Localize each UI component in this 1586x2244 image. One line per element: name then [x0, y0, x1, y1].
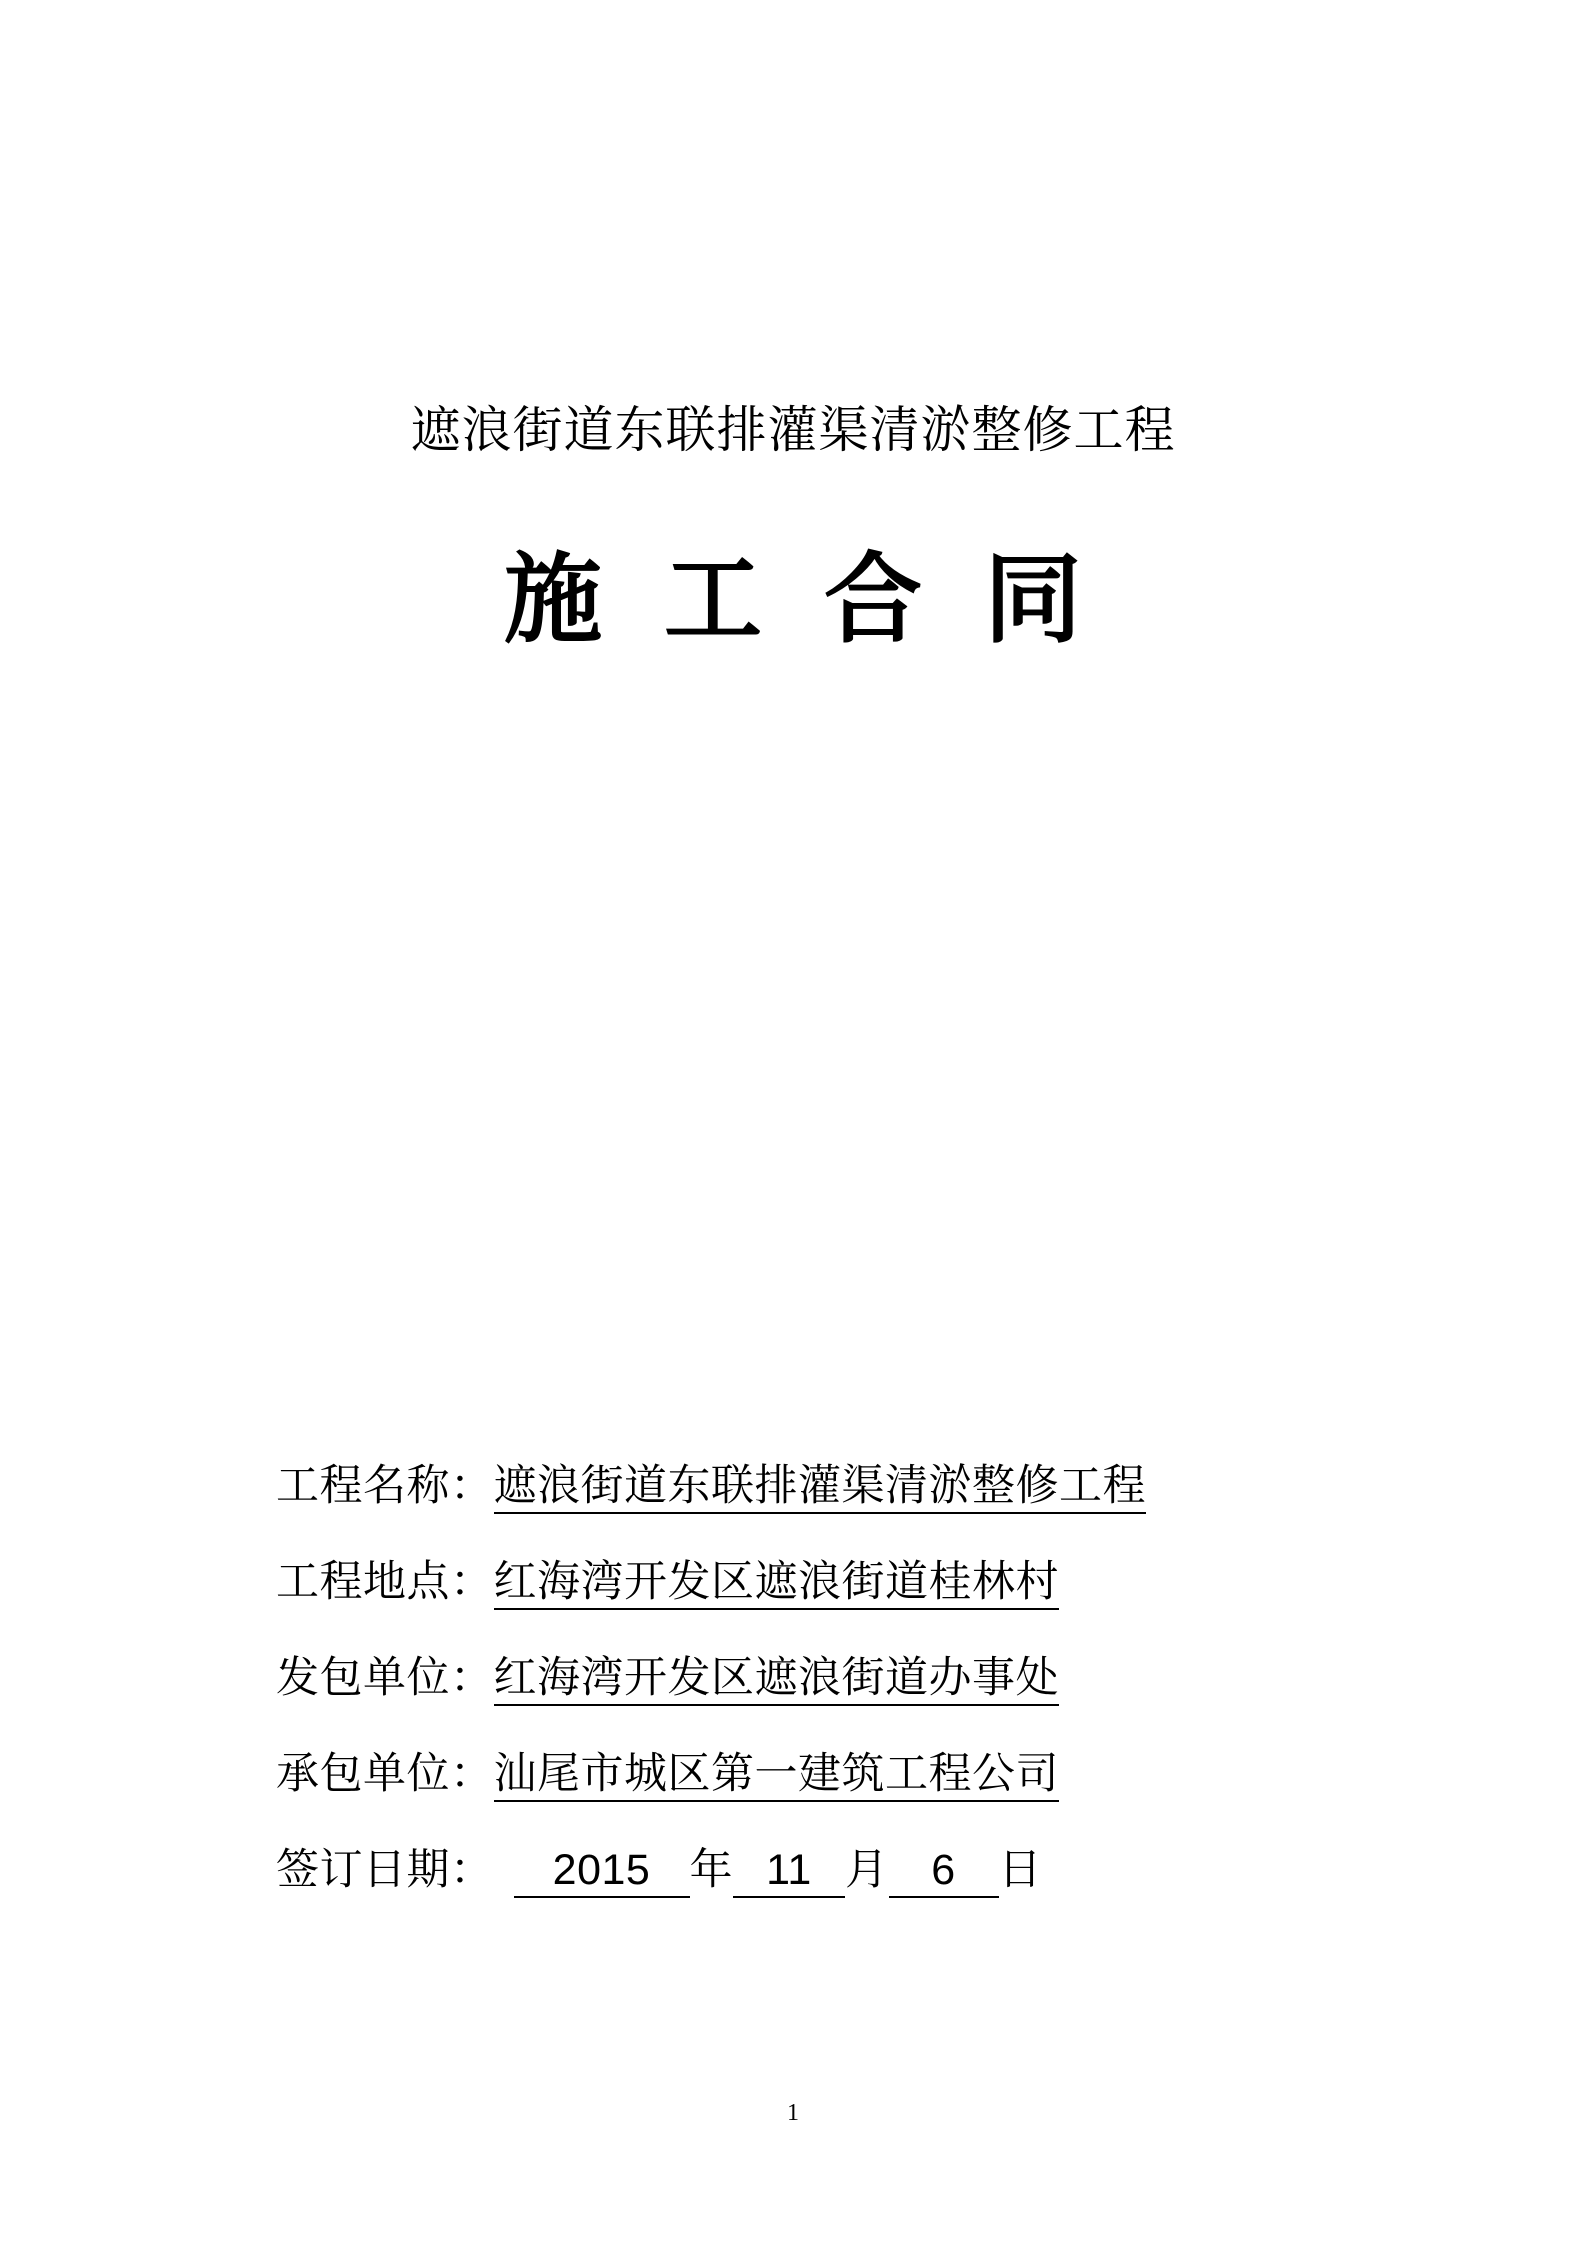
project-title: 遮浪街道东联排灌渠清淤整修工程 [410, 401, 1176, 459]
project-name-label: 工程名称： [276, 1461, 494, 1511]
project-location-label: 工程地点： [276, 1557, 494, 1607]
signing-date-label: 签订日期： [276, 1845, 494, 1895]
employer-value: 红海湾开发区遮浪街道办事处 [494, 1652, 1060, 1706]
signing-month: 11 [733, 1844, 845, 1898]
project-location-value: 红海湾开发区遮浪街道桂林村 [494, 1556, 1060, 1610]
employer-label: 发包单位： [276, 1653, 494, 1703]
employer-row [276, 1648, 1059, 1708]
signing-day: 6 [889, 1844, 999, 1898]
contractor-label: 承包单位： [276, 1749, 494, 1799]
contractor-row [276, 1744, 1059, 1804]
project-name-value: 遮浪街道东联排灌渠清淤整修工程 [494, 1460, 1147, 1514]
document-title: 施工合同 [503, 543, 1144, 657]
signing-year-unit: 年 [689, 1845, 733, 1895]
signing-date-row [276, 1840, 1042, 1900]
project-name-row [276, 1456, 1146, 1516]
page-number: 1 [787, 2100, 799, 2126]
signing-day-unit: 日 [998, 1845, 1042, 1895]
project-location-row [276, 1552, 1059, 1612]
contractor-value: 汕尾市城区第一建筑工程公司 [494, 1748, 1060, 1802]
signing-month-unit: 月 [845, 1845, 889, 1895]
signing-year: 2015 [514, 1844, 690, 1898]
